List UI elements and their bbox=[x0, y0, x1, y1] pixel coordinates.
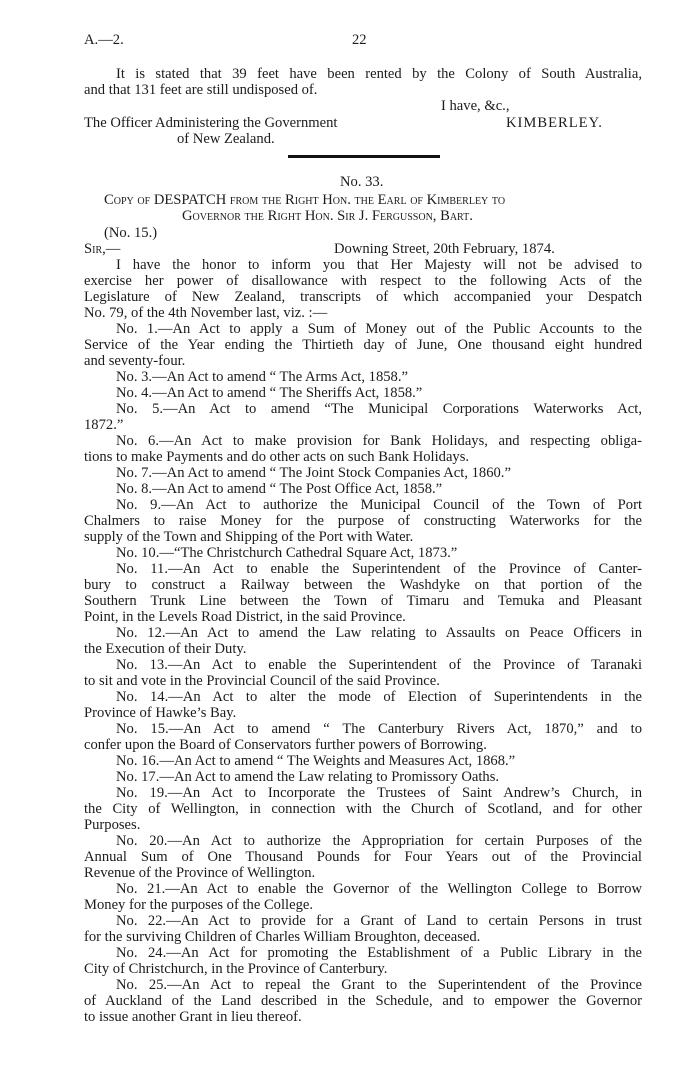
act-entry-line: tions to make Payments and do other acts on such Bank Holidays. bbox=[84, 449, 470, 465]
body-line: I have the honor to inform you that Her Majesty will not be advised to bbox=[116, 257, 642, 273]
despatch-title-line-1: Copy of DESPATCH from the Right Hon. the Earl of Kimberley to bbox=[104, 192, 506, 208]
act-entry-line: No. 19.—An Act to Incorporate the Trustees of Saint Andrew’s Church, in bbox=[116, 785, 642, 801]
act-entry-line: Money for the purposes of the College. bbox=[84, 897, 313, 913]
act-entry-line: No. 9.—An Act to authorize the Municipal Council of the Town of Port bbox=[116, 497, 642, 513]
act-entry-line: No. 6.—An Act to make provision for Bank Holidays, and respecting obliga- bbox=[116, 433, 642, 449]
act-entry-line: City of Christchurch, in the Province of Canterbury. bbox=[84, 961, 388, 977]
act-entry-line: to sit and vote in the Provincial Council of the said Province. bbox=[84, 673, 440, 689]
document-reference: A.—2. bbox=[84, 32, 124, 48]
salutation: Sir,— bbox=[84, 241, 121, 257]
act-entry-line: 1872.” bbox=[84, 417, 124, 433]
despatch-sub-number: (No. 15.) bbox=[104, 225, 158, 241]
act-entry-line: Chalmers to raise Money for the purpose of constructing Waterworks for the bbox=[84, 513, 642, 529]
act-entry-line: Southern Trunk Line between the Town of Timaru and Temuka and Pleasant bbox=[84, 593, 642, 609]
page-number: 22 bbox=[352, 32, 367, 48]
despatch-title-line-2: Governor the Right Hon. Sir J. Fergusson, Bart. bbox=[182, 208, 473, 224]
act-entry-line: No. 7.—An Act to amend “ The Joint Stock Companies Act, 1860.” bbox=[116, 465, 511, 481]
act-entry-line: No. 14.—An Act to alter the mode of Election of Superintendents in the bbox=[116, 689, 642, 705]
intro-line-2: and that 131 feet are still undisposed of. bbox=[84, 82, 318, 98]
act-entry-line: of Auckland of the Land described in the Schedule, and to empower the Governor bbox=[84, 993, 642, 1009]
act-entry-line: Province of Hawke’s Bay. bbox=[84, 705, 237, 721]
act-entry-line: No. 8.—An Act to amend “ The Post Office Act, 1858.” bbox=[116, 481, 443, 497]
act-entry-line: No. 1.—An Act to apply a Sum of Money out of the Public Accounts to the bbox=[116, 321, 642, 337]
act-entry-line: No. 20.—An Act to authorize the Appropriation for certain Purposes of the bbox=[116, 833, 642, 849]
despatch-number: No. 33. bbox=[340, 174, 384, 190]
act-entry-line: No. 24.—An Act for promoting the Establishment of a Public Library in the bbox=[116, 945, 642, 961]
act-entry-line: No. 25.—An Act to repeal the Grant to the Superintendent of the Province bbox=[116, 977, 642, 993]
act-entry-line: Revenue of the Province of Wellington. bbox=[84, 865, 316, 881]
act-entry-line: No. 22.—An Act to provide for a Grant of Land to certain Persons in trust bbox=[116, 913, 642, 929]
act-entry-line: No. 21.—An Act to enable the Governor of the Wellington College to Borrow bbox=[116, 881, 642, 897]
body-line: No. 79, of the 4th November last, viz. :— bbox=[84, 305, 328, 321]
act-entry-line: No. 4.—An Act to amend “ The Sheriffs Act, 1858.” bbox=[116, 385, 423, 401]
act-entry-line: No. 17.—An Act to amend the Law relating to Promissory Oaths. bbox=[116, 769, 500, 785]
act-entry-line: Point, in the Levels Road District, in the said Province. bbox=[84, 609, 406, 625]
signature: KIMBERLEY. bbox=[506, 115, 603, 131]
act-entry-line: No. 5.—An Act to amend “The Municipal Corporations Waterworks Act, bbox=[116, 401, 642, 417]
act-entry-line: No. 3.—An Act to amend “ The Arms Act, 1858.” bbox=[116, 369, 408, 385]
act-entry-line: No. 12.—An Act to amend the Law relating to Assaults on Peace Officers in bbox=[116, 625, 642, 641]
act-entry-line: to issue another Grant in lieu thereof. bbox=[84, 1009, 302, 1025]
section-divider bbox=[288, 155, 440, 158]
act-entry-line: the Execution of their Duty. bbox=[84, 641, 247, 657]
intro-line-1: It is stated that 39 feet have been rented by the Colony of South Australia, bbox=[116, 66, 642, 82]
act-entry-line: for the surviving Children of Charles William Broughton, deceased. bbox=[84, 929, 481, 945]
act-entry-line: No. 11.—An Act to enable the Superintendent of the Province of Canter- bbox=[116, 561, 642, 577]
closing-formula: I have, &c., bbox=[441, 98, 510, 114]
act-entry-line: No. 13.—An Act to enable the Superintendent of the Province of Taranaki bbox=[116, 657, 642, 673]
act-entry-line: No. 10.—“The Christchurch Cathedral Square Act, 1873.” bbox=[116, 545, 458, 561]
place-and-date: Downing Street, 20th February, 1874. bbox=[334, 241, 555, 257]
act-entry-line: Service of the Year ending the Thirtieth day of June, One thousand eight hundred bbox=[84, 337, 642, 353]
act-entry-line: Purposes. bbox=[84, 817, 141, 833]
addressee-line-1: The Officer Administering the Government bbox=[84, 115, 338, 131]
body-line: Legislature of New Zealand, transcripts of which accompanied your Despatch bbox=[84, 289, 642, 305]
act-entry-line: and seventy-four. bbox=[84, 353, 186, 369]
act-entry-line: confer upon the Board of Conservators further powers of Borrowing. bbox=[84, 737, 487, 753]
addressee-line-2: of New Zealand. bbox=[177, 131, 275, 147]
act-entry-line: Annual Sum of One Thousand Pounds for Four Years out of the Provincial bbox=[84, 849, 642, 865]
act-entry-line: No. 15.—An Act to amend “ The Canterbury Rivers Act, 1870,” and to bbox=[116, 721, 642, 737]
act-entry-line: the City of Wellington, in connection with the Church of Scotland, and for other bbox=[84, 801, 642, 817]
body-line: exercise her power of disallowance with respect to the following Acts of the bbox=[84, 273, 642, 289]
act-entry-line: bury to construct a Railway between the Washdyke on that portion of the bbox=[84, 577, 642, 593]
act-entry-line: supply of the Town and Shipping of the Port with Water. bbox=[84, 529, 414, 545]
act-entry-line: No. 16.—An Act to amend “ The Weights and Measures Act, 1868.” bbox=[116, 753, 516, 769]
